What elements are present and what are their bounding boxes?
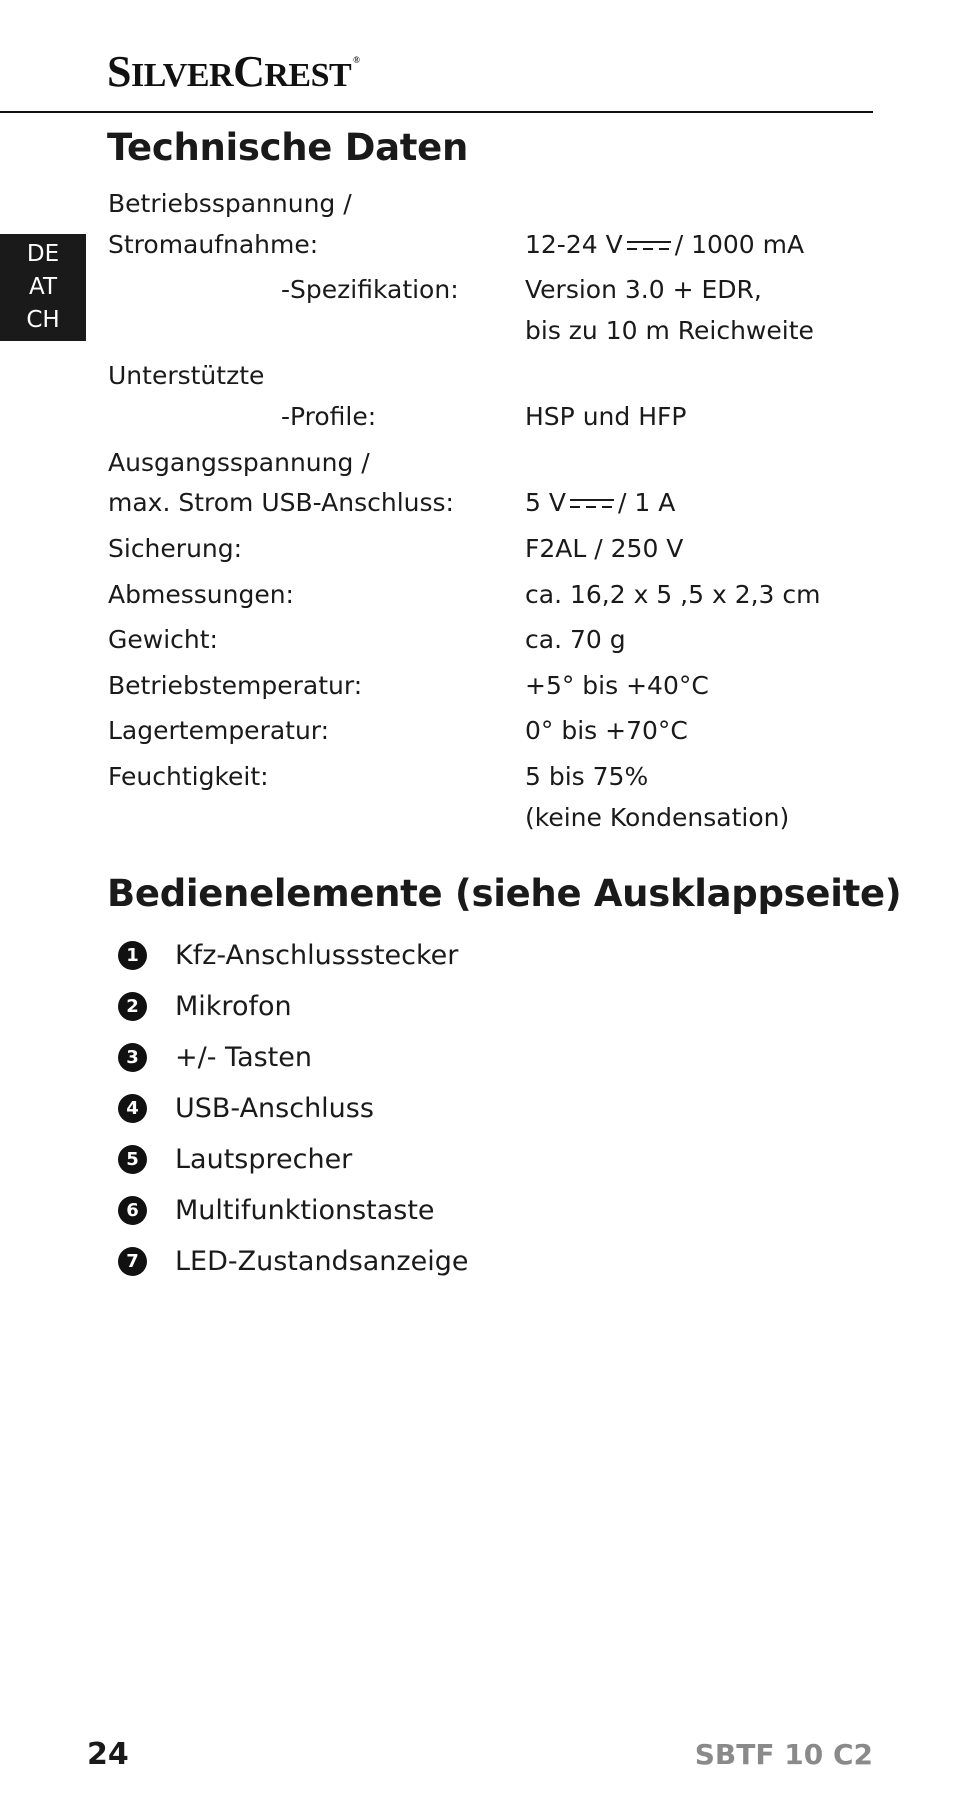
model-number: SBTF 10 C2 — [694, 1738, 873, 1771]
spec-label: Betriebsspannung / — [108, 189, 352, 218]
list-item-label: Mikrofon — [175, 991, 292, 1022]
number-badge-icon: 2 — [118, 992, 147, 1021]
spec-label: max. Strom USB-Anschluss: — [108, 488, 454, 517]
list-item-label: LED-Zustandsanzeige — [175, 1246, 469, 1277]
list-item — [118, 1134, 468, 1185]
list-item — [118, 930, 468, 981]
number-badge-icon: 6 — [118, 1196, 147, 1225]
list-item-label: Multifunktionstaste — [175, 1195, 435, 1226]
spec-label: Betriebstemperatur: — [108, 671, 363, 700]
spec-label: Ausgangsspannung / — [108, 448, 370, 477]
spec-value-text: / 1000 mA — [674, 230, 805, 259]
spec-value — [525, 488, 675, 518]
logo-letter: S — [107, 47, 131, 96]
spec-label: Sicherung: — [108, 534, 243, 563]
spec-value: +5° bis +40°C — [525, 671, 709, 700]
spec-label: Lagertemperatur: — [108, 716, 330, 745]
registered-mark: ® — [353, 55, 360, 65]
language-de: DE — [26, 241, 60, 267]
number-badge-icon: 4 — [118, 1094, 147, 1123]
logo-letter: C — [233, 47, 265, 96]
spec-label: -Spezifikation: — [281, 275, 459, 304]
section-title-technical-data: Technische Daten — [107, 126, 468, 169]
spec-table — [0, 0, 954, 860]
language-ch: CH — [26, 307, 60, 333]
logo-text: ILVER — [130, 57, 234, 94]
dc-symbol-icon — [627, 239, 671, 253]
list-item-label: Kfz-Anschlussstecker — [175, 940, 459, 971]
spec-value: Version 3.0 + EDR, — [525, 275, 762, 304]
spec-label: -Profile: — [281, 402, 377, 431]
spec-value: bis zu 10 m Reichweite — [525, 316, 814, 345]
spec-value-text: 12-24 V — [525, 230, 623, 259]
number-badge-icon: 1 — [118, 941, 147, 970]
spec-value: ca. 16,2 x 5 ,5 x 2,3 cm — [525, 580, 821, 609]
spec-value — [525, 230, 804, 260]
spec-value: 5 bis 75% — [525, 762, 649, 791]
dc-symbol-icon — [570, 497, 614, 511]
spec-label: Feuchtigkeit: — [108, 762, 269, 791]
list-item — [118, 1185, 468, 1236]
list-item — [118, 1032, 468, 1083]
list-item — [118, 1083, 468, 1134]
number-badge-icon: 7 — [118, 1247, 147, 1276]
controls-list — [118, 930, 468, 1287]
spec-label: Stromaufnahme: — [108, 230, 319, 259]
list-item-label: Lautsprecher — [175, 1144, 353, 1175]
number-badge-icon: 3 — [118, 1043, 147, 1072]
section-title-controls: Bedienelemente (siehe Ausklappseite) — [107, 872, 902, 915]
list-item-label: USB-Anschluss — [175, 1093, 374, 1124]
logo-text: REST — [264, 57, 352, 94]
number-badge-icon: 5 — [118, 1145, 147, 1174]
spec-value: HSP und HFP — [525, 402, 687, 431]
spec-value-text: 5 V — [525, 488, 566, 517]
spec-value-text: / 1 A — [617, 488, 676, 517]
spec-value: (keine Kondensation) — [525, 803, 790, 832]
list-item — [118, 981, 468, 1032]
spec-value: ca. 70 g — [525, 625, 626, 654]
spec-label: Abmessungen: — [108, 580, 294, 609]
spec-label: Unterstützte — [108, 361, 265, 390]
language-at: AT — [29, 274, 57, 300]
spec-label: Gewicht: — [108, 625, 218, 654]
spec-value: F2AL / 250 V — [525, 534, 684, 563]
page-number: 24 — [87, 1737, 129, 1772]
list-item — [118, 1236, 468, 1287]
list-item-label: +/- Tasten — [175, 1042, 312, 1073]
spec-value: 0° bis +70°C — [525, 716, 688, 745]
